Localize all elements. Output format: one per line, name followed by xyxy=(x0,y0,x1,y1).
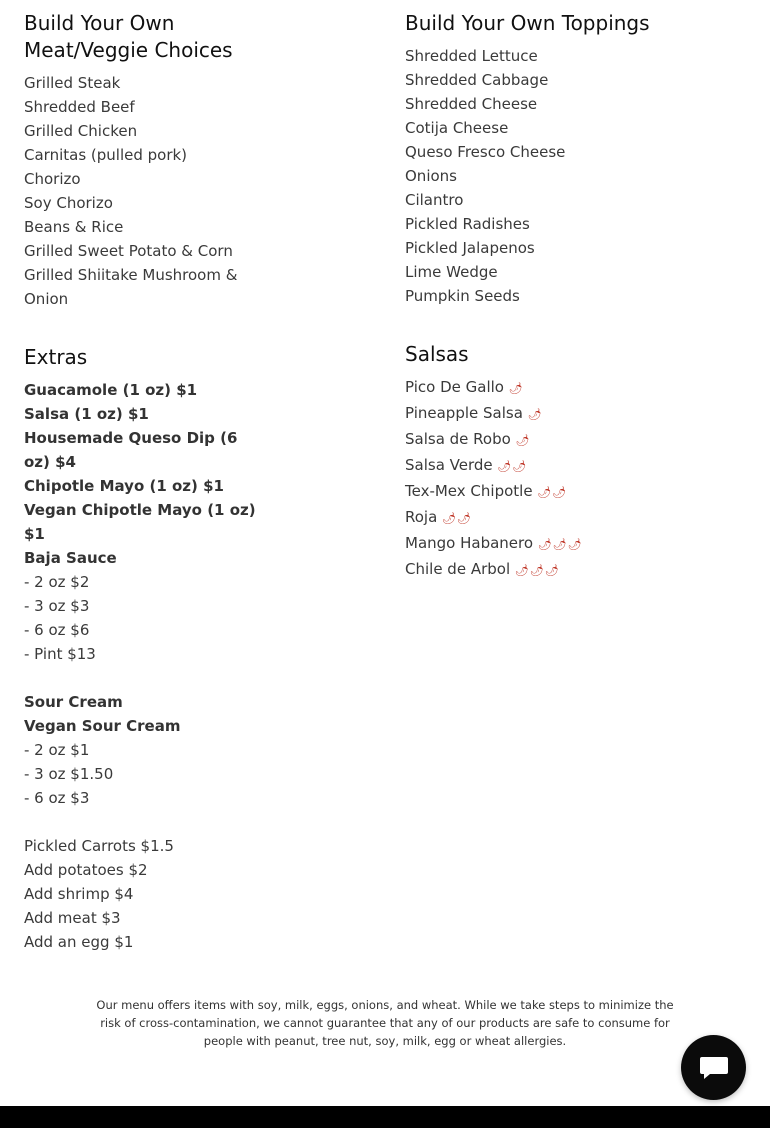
right-column xyxy=(405,10,745,583)
salsas-list xyxy=(405,375,745,583)
topping-item: Pickled Radishes xyxy=(405,215,530,233)
pepper-icon: 🌶 xyxy=(508,382,524,395)
extras-list xyxy=(24,378,364,954)
salsa-item xyxy=(405,557,645,583)
chat-button[interactable] xyxy=(681,1035,746,1100)
toppings-list xyxy=(405,44,745,308)
extras-section xyxy=(24,344,364,954)
salsa-name: Salsa de Robo xyxy=(405,430,511,448)
salsa-item xyxy=(405,505,645,531)
topping-item: Shredded Cabbage xyxy=(405,71,549,89)
toppings-title: Build Your Own Toppings xyxy=(405,11,650,35)
extras-line: Add shrimp $4 xyxy=(24,885,134,903)
salsa-name: Salsa Verde xyxy=(405,456,493,474)
allergy-disclaimer: Our menu offers items with soy, milk, eggs, onions, and wheat. While we take steps to minimize the risk of cross-contamination, we cannot guarantee that any of our products are safe to consume for people with peanut, tree nut, soy, milk, egg or wheat allergies. xyxy=(96,998,674,1048)
extras-line: Baja Sauce xyxy=(24,549,117,567)
salsa-name: Chile de Arbol xyxy=(405,560,511,578)
pepper-icon: 🌶🌶🌶 xyxy=(537,538,583,551)
topping-item: Cotija Cheese xyxy=(405,119,509,137)
meat-item: Soy Chorizo xyxy=(24,194,113,212)
spacer xyxy=(24,666,264,690)
salsas-title: Salsas xyxy=(405,342,469,366)
salsa-name: Pineapple Salsa xyxy=(405,404,523,422)
footer-bar xyxy=(0,1106,770,1128)
topping-item: Onions xyxy=(405,167,457,185)
salsa-name: Roja xyxy=(405,508,438,526)
extras-line: - Pint $13 xyxy=(24,645,96,663)
salsas-section xyxy=(405,341,745,583)
topping-item: Queso Fresco Cheese xyxy=(405,143,566,161)
pepper-icon: 🌶🌶🌶 xyxy=(514,564,560,577)
extras-line: - 2 oz $1 xyxy=(24,741,90,759)
pepper-icon: 🌶🌶 xyxy=(537,486,568,499)
left-column xyxy=(24,10,364,954)
extras-line: Salsa (1 oz) $1 xyxy=(24,405,149,423)
topping-item: Cilantro xyxy=(405,191,464,209)
extras-line: Pickled Carrots $1.5 xyxy=(24,837,174,855)
topping-item: Pumpkin Seeds xyxy=(405,287,520,305)
salsa-name: Tex-Mex Chipotle xyxy=(405,482,533,500)
chat-bubble-icon xyxy=(699,1055,729,1081)
extras-line: Guacamole (1 oz) $1 xyxy=(24,381,198,399)
extras-line: - 6 oz $6 xyxy=(24,621,90,639)
meat-item: Shredded Beef xyxy=(24,98,135,116)
extras-line: Housemade Queso Dip (6 oz) $4 xyxy=(24,429,238,471)
extras-line: - 6 oz $3 xyxy=(24,789,90,807)
pepper-icon: 🌶🌶 xyxy=(497,460,528,473)
meat-veggie-title: Build Your Own Meat/Veggie Choices xyxy=(24,11,233,62)
extras-line: Add an egg $1 xyxy=(24,933,134,951)
pepper-icon: 🌶 xyxy=(527,408,543,421)
extras-line: Vegan Chipotle Mayo (1 oz) $1 xyxy=(24,501,256,543)
salsa-item xyxy=(405,427,645,453)
extras-line: Vegan Sour Cream xyxy=(24,717,181,735)
pepper-icon: 🌶🌶 xyxy=(442,512,473,525)
topping-item: Pickled Jalapenos xyxy=(405,239,535,257)
salsa-item xyxy=(405,453,645,479)
salsa-item xyxy=(405,375,645,401)
meat-item: Grilled Chicken xyxy=(24,122,138,140)
spacer xyxy=(24,810,264,834)
extras-line: Sour Cream xyxy=(24,693,123,711)
extras-title: Extras xyxy=(24,345,88,369)
meat-item: Carnitas (pulled pork) xyxy=(24,146,188,164)
topping-item: Lime Wedge xyxy=(405,263,498,281)
salsa-name: Pico De Gallo xyxy=(405,378,504,396)
extras-line: - 3 oz $1.50 xyxy=(24,765,114,783)
meat-veggie-section xyxy=(24,10,364,311)
toppings-section xyxy=(405,10,745,308)
salsa-item xyxy=(405,531,645,557)
meat-item: Chorizo xyxy=(24,170,81,188)
meat-item: Grilled Sweet Potato & Corn xyxy=(24,242,233,260)
topping-item: Shredded Lettuce xyxy=(405,47,538,65)
meat-item: Grilled Steak xyxy=(24,74,121,92)
meat-item: Beans & Rice xyxy=(24,218,124,236)
salsa-item xyxy=(405,479,645,505)
extras-line: Add meat $3 xyxy=(24,909,121,927)
salsa-name: Mango Habanero xyxy=(405,534,534,552)
extras-line: - 3 oz $3 xyxy=(24,597,90,615)
topping-item: Shredded Cheese xyxy=(405,95,538,113)
extras-line: Chipotle Mayo (1 oz) $1 xyxy=(24,477,224,495)
pepper-icon: 🌶 xyxy=(515,434,531,447)
extras-line: - 2 oz $2 xyxy=(24,573,90,591)
salsa-item xyxy=(405,401,645,427)
extras-line: Add potatoes $2 xyxy=(24,861,148,879)
meat-item: Grilled Shiitake Mushroom & Onion xyxy=(24,266,238,308)
meat-veggie-list xyxy=(24,71,364,311)
